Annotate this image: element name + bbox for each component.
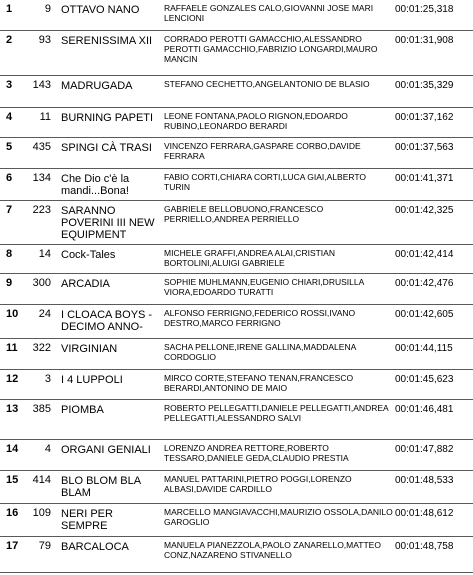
position-cell: 1 [0,0,25,30]
crew-cell: ROBERTO PELLEGATTI,DANIELE PELLEGATTI,ANDREA PELLEGATTI,ALESSANDRO SALVI [162,399,393,439]
sail-number-cell: 11 [25,107,55,137]
crew-cell: LORENZO ANDREA RETTORE,ROBERTO TESSARO,DANIELE GEDA,CLAUDIO PRESTIA [162,439,393,470]
table-row [0,470,473,503]
crew-cell: MARCELLO MANGIAVACCHI,MAURIZIO OSSOLA,DANILO GAROGLIO [162,503,393,536]
time-cell: 00:01:42,476 [393,273,473,304]
table-row [0,244,473,273]
time-cell: 00:01:35,329 [393,75,473,107]
boat-name-cell: OTTAVO NANO [55,0,162,30]
sail-number-cell: 24 [25,304,55,338]
time-cell: 00:01:41,371 [393,168,473,200]
position-cell: 3 [0,75,25,107]
time-cell: 00:01:37,563 [393,137,473,168]
boat-name-cell: Che Dio c'è la mandi...Bona! [55,168,162,200]
position-cell: 10 [0,304,25,338]
crew-cell: MIRCO CORTE,STEFANO TENAN,FRANCESCO BERARDI,ANTONINO DE MAIO [162,369,393,399]
time-cell: 00:01:47,882 [393,439,473,470]
position-cell: 12 [0,369,25,399]
position-cell: 13 [0,399,25,439]
boat-name-cell: I 4 LUPPOLI [55,369,162,399]
time-cell: 00:01:48,533 [393,470,473,503]
table-row [0,30,473,75]
time-cell: 00:01:45,623 [393,369,473,399]
position-cell: 6 [0,168,25,200]
position-cell: 16 [0,503,25,536]
boat-name-cell: PIOMBA [55,399,162,439]
crew-cell: MANUEL PATTARINI,PIETRO POGGI,LORENZO ALBASI,DAVIDE CARDILLO [162,470,393,503]
sail-number-cell: 4 [25,439,55,470]
boat-name-cell: BLO BLOM BLA BLAM [55,470,162,503]
crew-cell: SACHA PELLONE,IRENE GALLINA,MADDALENA CORDOGLIO [162,338,393,369]
table-row [0,75,473,107]
crew-cell: MICHELE GRAFFI,ANDREA ALAI,CRISTIAN BORTOLINI,ALUIGI GABRIELE [162,244,393,273]
table-row [0,536,473,572]
time-cell: 00:01:46,481 [393,399,473,439]
position-cell: 15 [0,470,25,503]
sail-number-cell: 9 [25,0,55,30]
sail-number-cell: 93 [25,30,55,75]
table-row [0,369,473,399]
sail-number-cell: 14 [25,244,55,273]
sail-number-cell: 134 [25,168,55,200]
table-row [0,200,473,244]
position-cell: 14 [0,439,25,470]
position-cell: 2 [0,30,25,75]
boat-name-cell: BURNING PAPETI [55,107,162,137]
time-cell: 00:01:31,908 [393,30,473,75]
boat-name-cell: SPINGI CÀ TRASI [55,137,162,168]
crew-cell: ALFONSO FERRIGNO,FEDERICO ROSSI,IVANO DESTRO,MARCO FERRIGNO [162,304,393,338]
table-row [0,338,473,369]
boat-name-cell: SARANNO POVERINI III NEW EQUIPMENT [55,200,162,244]
position-cell: 17 [0,536,25,572]
boat-name-cell: ORGANI GENIALI [55,439,162,470]
sail-number-cell: 300 [25,273,55,304]
table-row [0,439,473,470]
crew-cell: CORRADO PEROTTI GAMACCHIO,ALESSANDRO PEROTTI GAMACCHIO,FABRIZIO LONGARDI,MAURO MANCIN [162,30,393,75]
crew-cell: LEONE FONTANA,PAOLO RIGNON,EDOARDO RUBINO,LEONARDO BERARDI [162,107,393,137]
table-row [0,168,473,200]
time-cell: 00:01:37,162 [393,107,473,137]
sail-number-cell: 143 [25,75,55,107]
position-cell: 11 [0,338,25,369]
boat-name-cell: Cock-Tales [55,244,162,273]
table-row [0,0,473,30]
position-cell: 8 [0,244,25,273]
boat-name-cell: ARCADIA [55,273,162,304]
time-cell: 00:01:44,115 [393,338,473,369]
time-cell: 00:01:42,605 [393,304,473,338]
boat-name-cell: NERI PER SEMPRE [55,503,162,536]
boat-name-cell: VIRGINIAN [55,338,162,369]
time-cell: 00:01:48,758 [393,536,473,572]
position-cell: 4 [0,107,25,137]
sail-number-cell: 414 [25,470,55,503]
sail-number-cell: 385 [25,399,55,439]
position-cell: 5 [0,137,25,168]
crew-cell: GABRIELE BELLOBUONO,FRANCESCO PERRIELLO,ANDREA PERRIELLO [162,200,393,244]
sail-number-cell: 322 [25,338,55,369]
sail-number-cell: 109 [25,503,55,536]
table-row [0,107,473,137]
crew-cell: RAFFAELE GONZALES CALO,GIOVANNI JOSE MARI LENCIONI [162,0,393,30]
sail-number-cell: 435 [25,137,55,168]
sail-number-cell: 3 [25,369,55,399]
crew-cell: SOPHIE MUHLMANN,EUGENIO CHIARI,DRUSILLA VIORA,EDOARDO TURATTI [162,273,393,304]
crew-cell: MANUELA PIANEZZOLA,PAOLO ZANARELLO,MATTEO CONZ,NAZARENO STIVANELLO [162,536,393,572]
time-cell: 00:01:42,414 [393,244,473,273]
crew-cell: VINCENZO FERRARA,GASPARE CORBO,DAVIDE FERRARA [162,137,393,168]
boat-name-cell: MADRUGADA [55,75,162,107]
sail-number-cell: 79 [25,536,55,572]
table-row [0,304,473,338]
time-cell: 00:01:42,325 [393,200,473,244]
time-cell: 00:01:25,318 [393,0,473,30]
table-row [0,399,473,439]
position-cell: 9 [0,273,25,304]
table-row [0,137,473,168]
boat-name-cell: I CLOACA BOYS - DECIMO ANNO- [55,304,162,338]
sail-number-cell: 223 [25,200,55,244]
position-cell: 7 [0,200,25,244]
time-cell: 00:01:48,612 [393,503,473,536]
crew-cell: FABIO CORTI,CHIARA CORTI,LUCA GIAI,ALBERTO TURIN [162,168,393,200]
boat-name-cell: BARCALOCA [55,536,162,572]
boat-name-cell: SERENISSIMA XII [55,30,162,75]
table-row [0,503,473,536]
crew-cell: STEFANO CECHETTO,ANGELANTONIO DE BLASIO [162,75,393,107]
table-row [0,273,473,304]
